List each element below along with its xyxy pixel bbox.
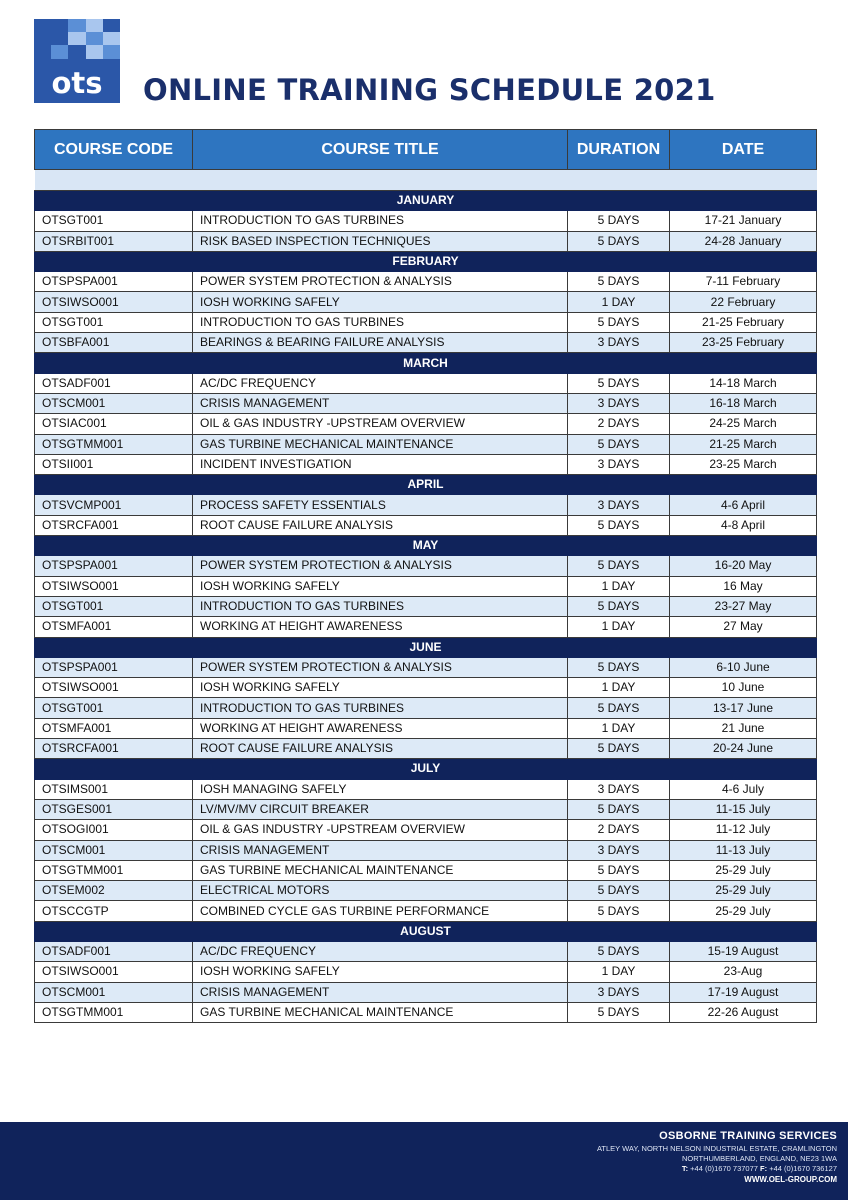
duration-cell: 1 DAY (568, 678, 670, 698)
course-code-cell: OTSII001 (35, 454, 193, 474)
course-title-cell: OIL & GAS INDUSTRY -UPSTREAM OVERVIEW (193, 820, 568, 840)
course-title-cell: CRISIS MANAGEMENT (193, 840, 568, 860)
month-row (35, 759, 817, 779)
duration-cell: 5 DAYS (568, 1002, 670, 1022)
course-title-cell: CRISIS MANAGEMENT (193, 393, 568, 413)
table-row (35, 739, 817, 759)
table-row (35, 333, 817, 353)
course-title-cell: ELECTRICAL MOTORS (193, 881, 568, 901)
table-row (35, 860, 817, 880)
table-row (35, 373, 817, 393)
tel-label: T: (681, 1164, 689, 1173)
duration-cell: 3 DAYS (568, 982, 670, 1002)
course-title-cell: AC/DC FREQUENCY (193, 373, 568, 393)
table-row (35, 982, 817, 1002)
date-cell: 4-8 April (670, 515, 817, 535)
month-label: FEBRUARY (35, 251, 817, 271)
date-cell: 25-29 July (670, 901, 817, 921)
duration-cell: 5 DAYS (568, 434, 670, 454)
course-title-cell: INTRODUCTION TO GAS TURBINES (193, 211, 568, 231)
duration-cell: 3 DAYS (568, 393, 670, 413)
course-title-cell: RISK BASED INSPECTION TECHNIQUES (193, 231, 568, 251)
month-row (35, 637, 817, 657)
course-title-cell: IOSH WORKING SAFELY (193, 678, 568, 698)
course-title-cell: GAS TURBINE MECHANICAL MAINTENANCE (193, 1002, 568, 1022)
date-cell: 17-21 January (670, 211, 817, 231)
course-title-cell: AC/DC FREQUENCY (193, 941, 568, 961)
course-code-cell: OTSGTMM001 (35, 1002, 193, 1022)
course-code-cell: OTSMFA001 (35, 617, 193, 637)
course-title-cell: GAS TURBINE MECHANICAL MAINTENANCE (193, 860, 568, 880)
date-cell: 21 June (670, 718, 817, 738)
course-code-cell: OTSMFA001 (35, 718, 193, 738)
spacer-row (35, 170, 817, 191)
schedule-table (34, 129, 817, 1023)
page-title: ONLINE TRAINING SCHEDULE 2021 (143, 73, 716, 107)
date-cell: 17-19 August (670, 982, 817, 1002)
month-row (35, 921, 817, 941)
course-title-cell: POWER SYSTEM PROTECTION & ANALYSIS (193, 657, 568, 677)
course-code-cell: OTSGTMM001 (35, 860, 193, 880)
date-cell: 11-13 July (670, 840, 817, 860)
table-row (35, 820, 817, 840)
course-title-cell: LV/MV/MV CIRCUIT BREAKER (193, 799, 568, 819)
ots-logo (34, 19, 120, 103)
table-row (35, 495, 817, 515)
date-cell: 23-Aug (670, 962, 817, 982)
course-title-cell: ROOT CAUSE FAILURE ANALYSIS (193, 739, 568, 759)
course-code-cell: OTSADF001 (35, 941, 193, 961)
course-title-cell: IOSH MANAGING SAFELY (193, 779, 568, 799)
duration-cell: 5 DAYS (568, 657, 670, 677)
course-title-cell: WORKING AT HEIGHT AWARENESS (193, 718, 568, 738)
course-code-cell: OTSCCGTP (35, 901, 193, 921)
duration-cell: 5 DAYS (568, 211, 670, 231)
date-cell: 15-19 August (670, 941, 817, 961)
course-title-cell: BEARINGS & BEARING FAILURE ANALYSIS (193, 333, 568, 353)
duration-cell: 5 DAYS (568, 596, 670, 616)
month-row (35, 353, 817, 373)
tel-number: +44 (0)1670 737077 (690, 1164, 758, 1173)
table-header-row (35, 130, 817, 170)
table-row (35, 962, 817, 982)
date-cell: 6-10 June (670, 657, 817, 677)
date-cell: 23-27 May (670, 596, 817, 616)
footer-address-2: NORTHUMBERLAND, ENGLAND, NE23 1WA (681, 1154, 837, 1163)
table-row (35, 1002, 817, 1022)
table-row (35, 941, 817, 961)
duration-cell: 5 DAYS (568, 556, 670, 576)
duration-cell: 5 DAYS (568, 860, 670, 880)
duration-cell: 5 DAYS (568, 901, 670, 921)
course-code-cell: OTSGTMM001 (35, 434, 193, 454)
duration-cell: 5 DAYS (568, 515, 670, 535)
month-label: JANUARY (35, 191, 817, 211)
date-cell: 21-25 February (670, 312, 817, 332)
course-title-cell: INTRODUCTION TO GAS TURBINES (193, 698, 568, 718)
date-cell: 11-15 July (670, 799, 817, 819)
duration-cell: 5 DAYS (568, 881, 670, 901)
table-row (35, 718, 817, 738)
date-cell: 21-25 March (670, 434, 817, 454)
date-cell: 23-25 February (670, 333, 817, 353)
table-row (35, 454, 817, 474)
month-label: JULY (35, 759, 817, 779)
footer-company: OSBORNE TRAINING SERVICES (659, 1130, 837, 1142)
table-row (35, 779, 817, 799)
date-cell: 7-11 February (670, 272, 817, 292)
course-title-cell: OIL & GAS INDUSTRY -UPSTREAM OVERVIEW (193, 414, 568, 434)
date-cell: 20-24 June (670, 739, 817, 759)
date-cell: 27 May (670, 617, 817, 637)
footer-contact (597, 1130, 837, 1185)
month-row (35, 536, 817, 556)
course-code-cell: OTSOGI001 (35, 820, 193, 840)
course-code-cell: OTSRCFA001 (35, 739, 193, 759)
date-cell: 11-12 July (670, 820, 817, 840)
fax-label: F: (760, 1164, 768, 1173)
duration-cell: 3 DAYS (568, 495, 670, 515)
month-row (35, 191, 817, 211)
ots-logo-graphic (34, 19, 120, 103)
course-code-cell: OTSCM001 (35, 982, 193, 1002)
course-code-cell: OTSPSPA001 (35, 657, 193, 677)
header-course-title: COURSE TITLE (193, 130, 568, 170)
date-cell: 22 February (670, 292, 817, 312)
date-cell: 23-25 March (670, 454, 817, 474)
table-row (35, 211, 817, 231)
course-code-cell: OTSVCMP001 (35, 495, 193, 515)
duration-cell: 3 DAYS (568, 333, 670, 353)
month-label: AUGUST (35, 921, 817, 941)
table-row (35, 881, 817, 901)
month-label: JUNE (35, 637, 817, 657)
table-row (35, 556, 817, 576)
course-title-cell: IOSH WORKING SAFELY (193, 576, 568, 596)
duration-cell: 5 DAYS (568, 373, 670, 393)
date-cell: 10 June (670, 678, 817, 698)
header-duration: DURATION (568, 130, 670, 170)
course-title-cell: CRISIS MANAGEMENT (193, 982, 568, 1002)
course-title-cell: WORKING AT HEIGHT AWARENESS (193, 617, 568, 637)
duration-cell: 5 DAYS (568, 698, 670, 718)
header-date: DATE (670, 130, 817, 170)
month-row (35, 475, 817, 495)
table-row (35, 678, 817, 698)
table-row (35, 272, 817, 292)
table-row (35, 901, 817, 921)
table-row (35, 414, 817, 434)
duration-cell: 5 DAYS (568, 799, 670, 819)
table-row (35, 657, 817, 677)
table-row (35, 799, 817, 819)
table-row (35, 292, 817, 312)
table-row (35, 515, 817, 535)
month-label: MARCH (35, 353, 817, 373)
course-code-cell: OTSBFA001 (35, 333, 193, 353)
date-cell: 24-28 January (670, 231, 817, 251)
course-code-cell: OTSPSPA001 (35, 556, 193, 576)
table-row (35, 576, 817, 596)
course-code-cell: OTSIWSO001 (35, 678, 193, 698)
course-code-cell: OTSPSPA001 (35, 272, 193, 292)
date-cell: 25-29 July (670, 860, 817, 880)
course-title-cell: POWER SYSTEM PROTECTION & ANALYSIS (193, 556, 568, 576)
logo-text: ots (51, 66, 103, 100)
course-title-cell: COMBINED CYCLE GAS TURBINE PERFORMANCE (193, 901, 568, 921)
course-code-cell: OTSEM002 (35, 881, 193, 901)
table-row (35, 312, 817, 332)
course-title-cell: POWER SYSTEM PROTECTION & ANALYSIS (193, 272, 568, 292)
course-title-cell: INTRODUCTION TO GAS TURBINES (193, 596, 568, 616)
duration-cell: 1 DAY (568, 617, 670, 637)
duration-cell: 1 DAY (568, 292, 670, 312)
duration-cell: 5 DAYS (568, 941, 670, 961)
course-code-cell: OTSADF001 (35, 373, 193, 393)
duration-cell: 3 DAYS (568, 779, 670, 799)
duration-cell: 5 DAYS (568, 231, 670, 251)
footer-address-1: ATLEY WAY, NORTH NELSON INDUSTRIAL ESTATE, CRAMLINGTON (596, 1144, 837, 1153)
duration-cell: 3 DAYS (568, 454, 670, 474)
course-code-cell: OTSGT001 (35, 312, 193, 332)
date-cell: 16-20 May (670, 556, 817, 576)
table-row (35, 231, 817, 251)
footer-phone (597, 1164, 837, 1174)
duration-cell: 5 DAYS (568, 312, 670, 332)
date-cell: 16-18 March (670, 393, 817, 413)
duration-cell: 1 DAY (568, 576, 670, 596)
course-title-cell: GAS TURBINE MECHANICAL MAINTENANCE (193, 434, 568, 454)
schedule-body (35, 170, 817, 1023)
table-row (35, 840, 817, 860)
fax-number: +44 (0)1670 736127 (769, 1164, 837, 1173)
date-cell: 24-25 March (670, 414, 817, 434)
duration-cell: 3 DAYS (568, 840, 670, 860)
footer-website: WWW.OEL-GROUP.COM (744, 1175, 837, 1184)
course-code-cell: OTSCM001 (35, 840, 193, 860)
course-code-cell: OTSGES001 (35, 799, 193, 819)
spacer-cell (35, 170, 817, 191)
date-cell: 13-17 June (670, 698, 817, 718)
date-cell: 4-6 July (670, 779, 817, 799)
course-code-cell: OTSCM001 (35, 393, 193, 413)
course-code-cell: OTSGT001 (35, 698, 193, 718)
duration-cell: 1 DAY (568, 962, 670, 982)
course-title-cell: IOSH WORKING SAFELY (193, 962, 568, 982)
course-title-cell: PROCESS SAFETY ESSENTIALS (193, 495, 568, 515)
duration-cell: 2 DAYS (568, 414, 670, 434)
course-code-cell: OTSIWSO001 (35, 292, 193, 312)
month-row (35, 251, 817, 271)
date-cell: 4-6 April (670, 495, 817, 515)
course-code-cell: OTSRBIT001 (35, 231, 193, 251)
course-code-cell: OTSIAC001 (35, 414, 193, 434)
table-row (35, 617, 817, 637)
duration-cell: 2 DAYS (568, 820, 670, 840)
course-title-cell: ROOT CAUSE FAILURE ANALYSIS (193, 515, 568, 535)
date-cell: 16 May (670, 576, 817, 596)
duration-cell: 5 DAYS (568, 272, 670, 292)
table-row (35, 393, 817, 413)
duration-cell: 5 DAYS (568, 739, 670, 759)
month-label: MAY (35, 536, 817, 556)
course-code-cell: OTSRCFA001 (35, 515, 193, 535)
duration-cell: 1 DAY (568, 718, 670, 738)
date-cell: 25-29 July (670, 881, 817, 901)
table-row (35, 434, 817, 454)
course-title-cell: IOSH WORKING SAFELY (193, 292, 568, 312)
course-title-cell: INCIDENT INVESTIGATION (193, 454, 568, 474)
header-course-code: COURSE CODE (35, 130, 193, 170)
course-code-cell: OTSIWSO001 (35, 962, 193, 982)
date-cell: 22-26 August (670, 1002, 817, 1022)
month-label: APRIL (35, 475, 817, 495)
course-title-cell: INTRODUCTION TO GAS TURBINES (193, 312, 568, 332)
course-code-cell: OTSGT001 (35, 596, 193, 616)
table-row (35, 698, 817, 718)
course-code-cell: OTSIWSO001 (35, 576, 193, 596)
date-cell: 14-18 March (670, 373, 817, 393)
course-code-cell: OTSGT001 (35, 211, 193, 231)
course-code-cell: OTSIMS001 (35, 779, 193, 799)
footer (0, 1122, 848, 1200)
table-row (35, 596, 817, 616)
